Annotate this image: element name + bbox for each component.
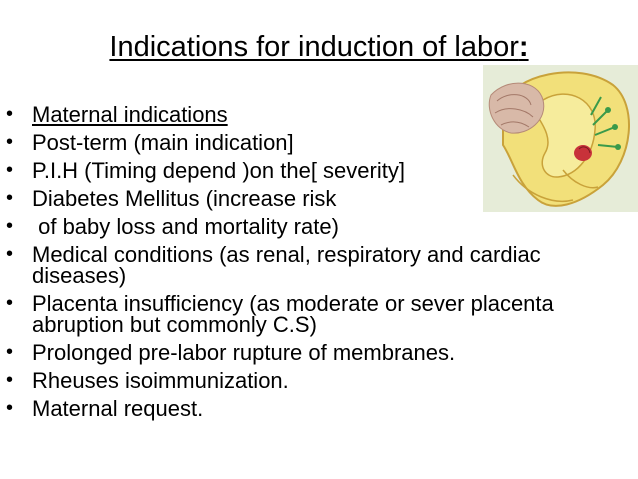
bullet-icon: • bbox=[6, 159, 14, 181]
bullet-icon: • bbox=[6, 243, 14, 265]
bullet-icon: • bbox=[6, 369, 14, 391]
list-item-text: Maternal request. bbox=[32, 396, 204, 421]
list-item-text: Prolonged pre-labor rupture of membranes. bbox=[32, 340, 456, 365]
list-item bbox=[6, 244, 606, 286]
bullet-icon: • bbox=[6, 131, 14, 153]
list-item-text: Medical conditions (as renal, respiratory and cardiac diseases) bbox=[32, 242, 541, 288]
list-item bbox=[6, 293, 606, 335]
list-item-text: Maternal indications bbox=[32, 102, 228, 127]
list-item bbox=[6, 188, 606, 209]
list-item-text: of baby loss and mortality rate) bbox=[32, 214, 339, 239]
bullet-icon: • bbox=[6, 103, 14, 125]
slide-title bbox=[0, 30, 638, 64]
list-item-text: P.I.H (Timing depend )on the[ severity] bbox=[32, 158, 405, 183]
list-item-text: Post-term (main indication] bbox=[32, 130, 294, 155]
list-item bbox=[6, 370, 606, 391]
indications-list bbox=[6, 104, 606, 426]
list-item bbox=[6, 104, 606, 125]
list-item bbox=[6, 132, 606, 153]
slide-title-colon: : bbox=[518, 31, 529, 63]
list-item bbox=[6, 398, 606, 419]
bullet-icon: • bbox=[6, 215, 14, 237]
list-item bbox=[6, 216, 606, 237]
list-item bbox=[6, 342, 606, 363]
bullet-icon: • bbox=[6, 341, 14, 363]
slide-title-text: Indications for induction of labor bbox=[109, 31, 519, 63]
list-item-text: Rheuses isoimmunization. bbox=[32, 368, 289, 393]
bullet-icon: • bbox=[6, 397, 14, 419]
bullet-icon: • bbox=[6, 292, 14, 314]
list-item bbox=[6, 160, 606, 181]
list-item-text: Diabetes Mellitus (increase risk bbox=[32, 186, 337, 211]
list-item-text: Placenta insufficiency (as moderate or sever placenta abruption but commonly C.S) bbox=[32, 291, 554, 337]
bullet-icon: • bbox=[6, 187, 14, 209]
